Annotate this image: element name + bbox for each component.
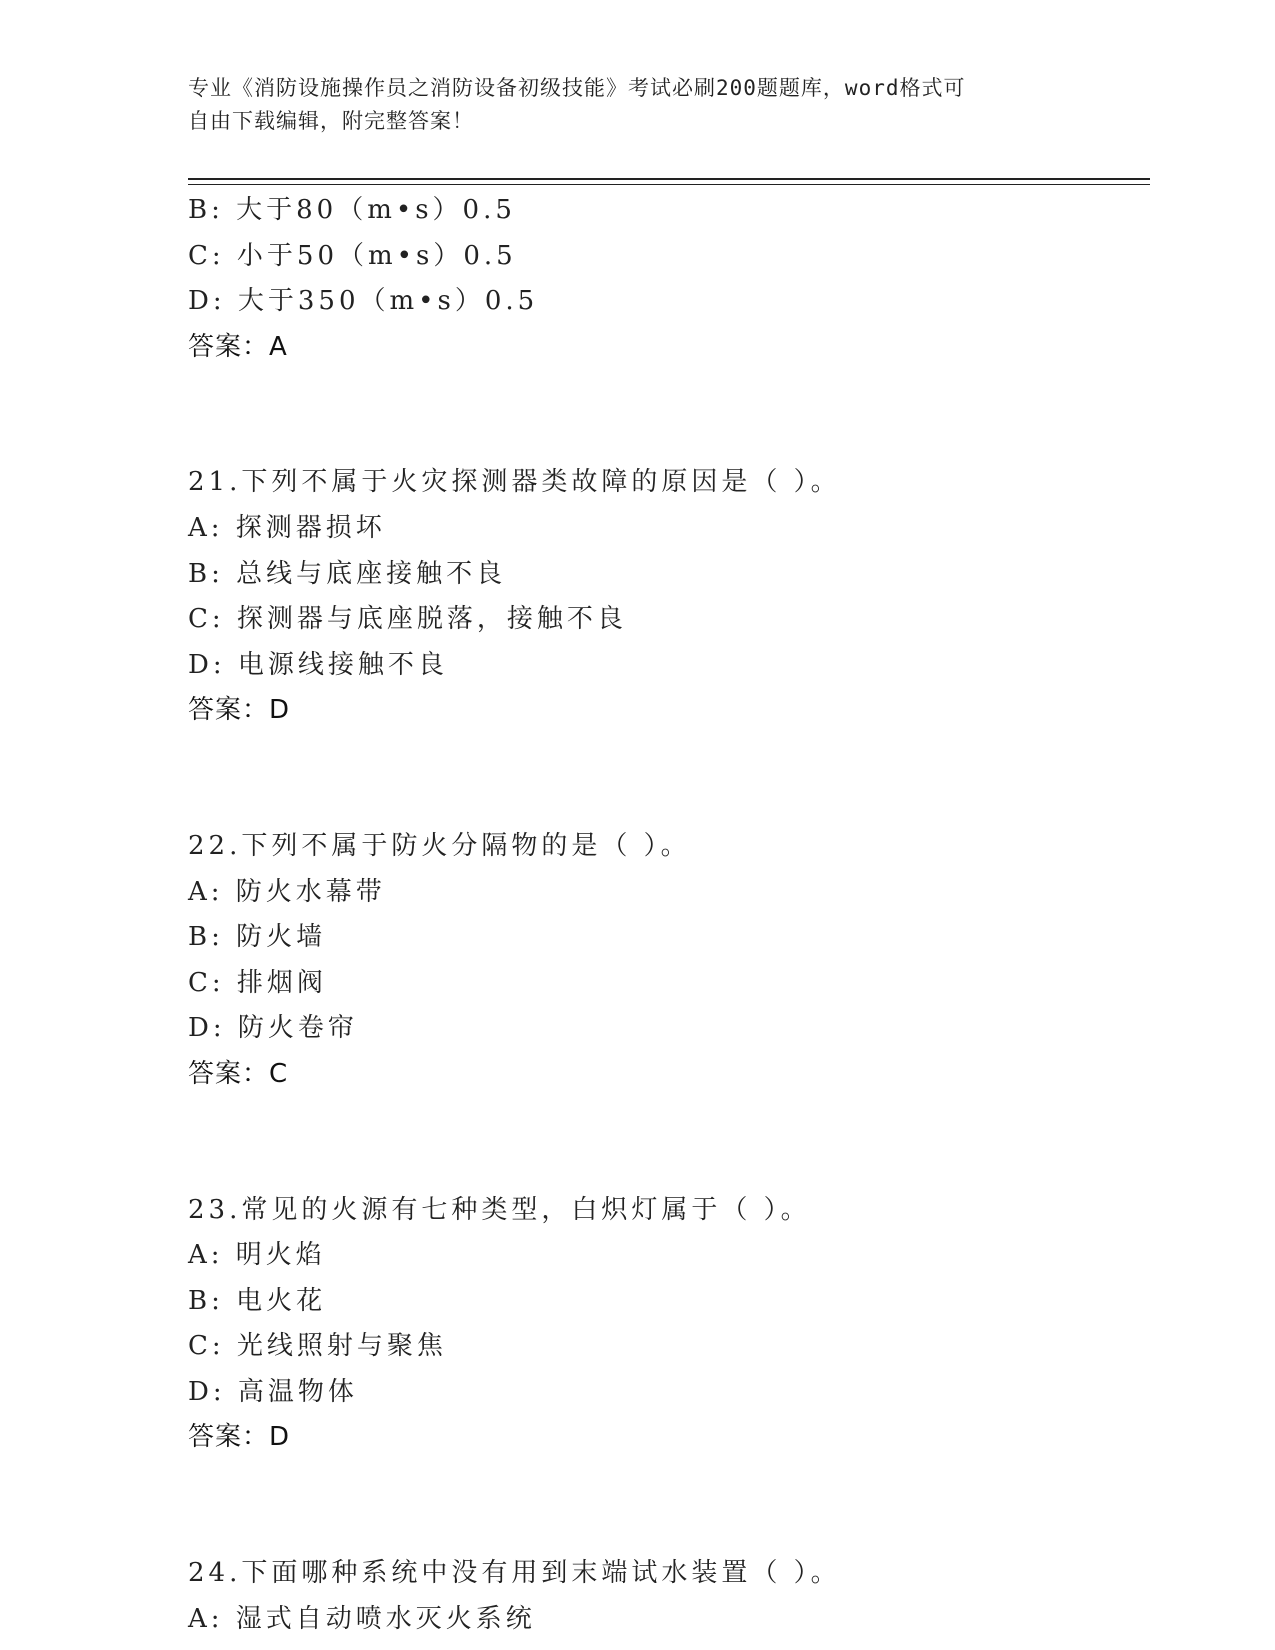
question-stem: 22.下列不属于防火分隔物的是（ ）。 bbox=[188, 830, 691, 861]
answer-line: 答案：C bbox=[188, 1058, 289, 1089]
spacer bbox=[188, 370, 1148, 460]
answer-line: 答案：A bbox=[188, 331, 288, 362]
question-block-24 bbox=[188, 1551, 1148, 1642]
header-line-1: 专业《消防设施操作员之消防设备初级技能》考试必刷200题题库，word格式可 bbox=[188, 76, 966, 100]
question-block-20 bbox=[188, 188, 1148, 370]
option-d: D: 高温物体 bbox=[188, 1376, 358, 1407]
spacer bbox=[188, 1098, 1148, 1188]
option-b: B: 防火墙 bbox=[188, 922, 327, 953]
option-b: B: 电火花 bbox=[188, 1285, 327, 1316]
question-stem: 21.下列不属于火灾探测器类故障的原因是（ ）。 bbox=[188, 467, 841, 498]
option-a: A: 明火焰 bbox=[188, 1240, 326, 1271]
question-block-22 bbox=[188, 824, 1148, 1098]
option-a: A: 探测器损坏 bbox=[188, 512, 386, 543]
option-a: A: 防火水幕带 bbox=[188, 876, 386, 907]
question-block-23 bbox=[188, 1188, 1148, 1462]
question-block-21 bbox=[188, 460, 1148, 734]
answer-line: 答案：D bbox=[188, 1422, 291, 1453]
option-b: B: 总线与底座接触不良 bbox=[188, 558, 507, 589]
question-stem: 23.常见的火源有七种类型，白炽灯属于（ ）。 bbox=[188, 1194, 811, 1225]
option-d: D: 大于350（m•s）0.5 bbox=[188, 286, 539, 317]
question-list bbox=[188, 188, 1148, 1642]
header-line-2: 自由下载编辑，附完整答案！ bbox=[188, 109, 474, 133]
header-divider-thick bbox=[188, 178, 1150, 180]
option-b: B: 大于80（m•s）0.5 bbox=[188, 195, 516, 225]
option-c: C: 光线照射与聚焦 bbox=[188, 1331, 447, 1362]
answer-line: 答案：D bbox=[188, 695, 291, 726]
option-c: C: 排烟阀 bbox=[188, 967, 327, 998]
spacer bbox=[188, 1461, 1148, 1551]
option-c: C: 小于50（m•s）0.5 bbox=[188, 240, 517, 271]
option-d: D: 防火卷帘 bbox=[188, 1013, 358, 1044]
header-divider-thin bbox=[188, 184, 1150, 185]
option-d: D: 电源线接触不良 bbox=[188, 649, 448, 680]
spacer bbox=[188, 734, 1148, 824]
question-stem: 24.下面哪种系统中没有用到末端试水装置（ ）。 bbox=[188, 1558, 841, 1589]
document-header bbox=[188, 72, 1068, 138]
option-c: C: 探测器与底座脱落，接触不良 bbox=[188, 604, 627, 635]
option-a: A: 湿式自动喷水灭火系统 bbox=[188, 1603, 536, 1634]
